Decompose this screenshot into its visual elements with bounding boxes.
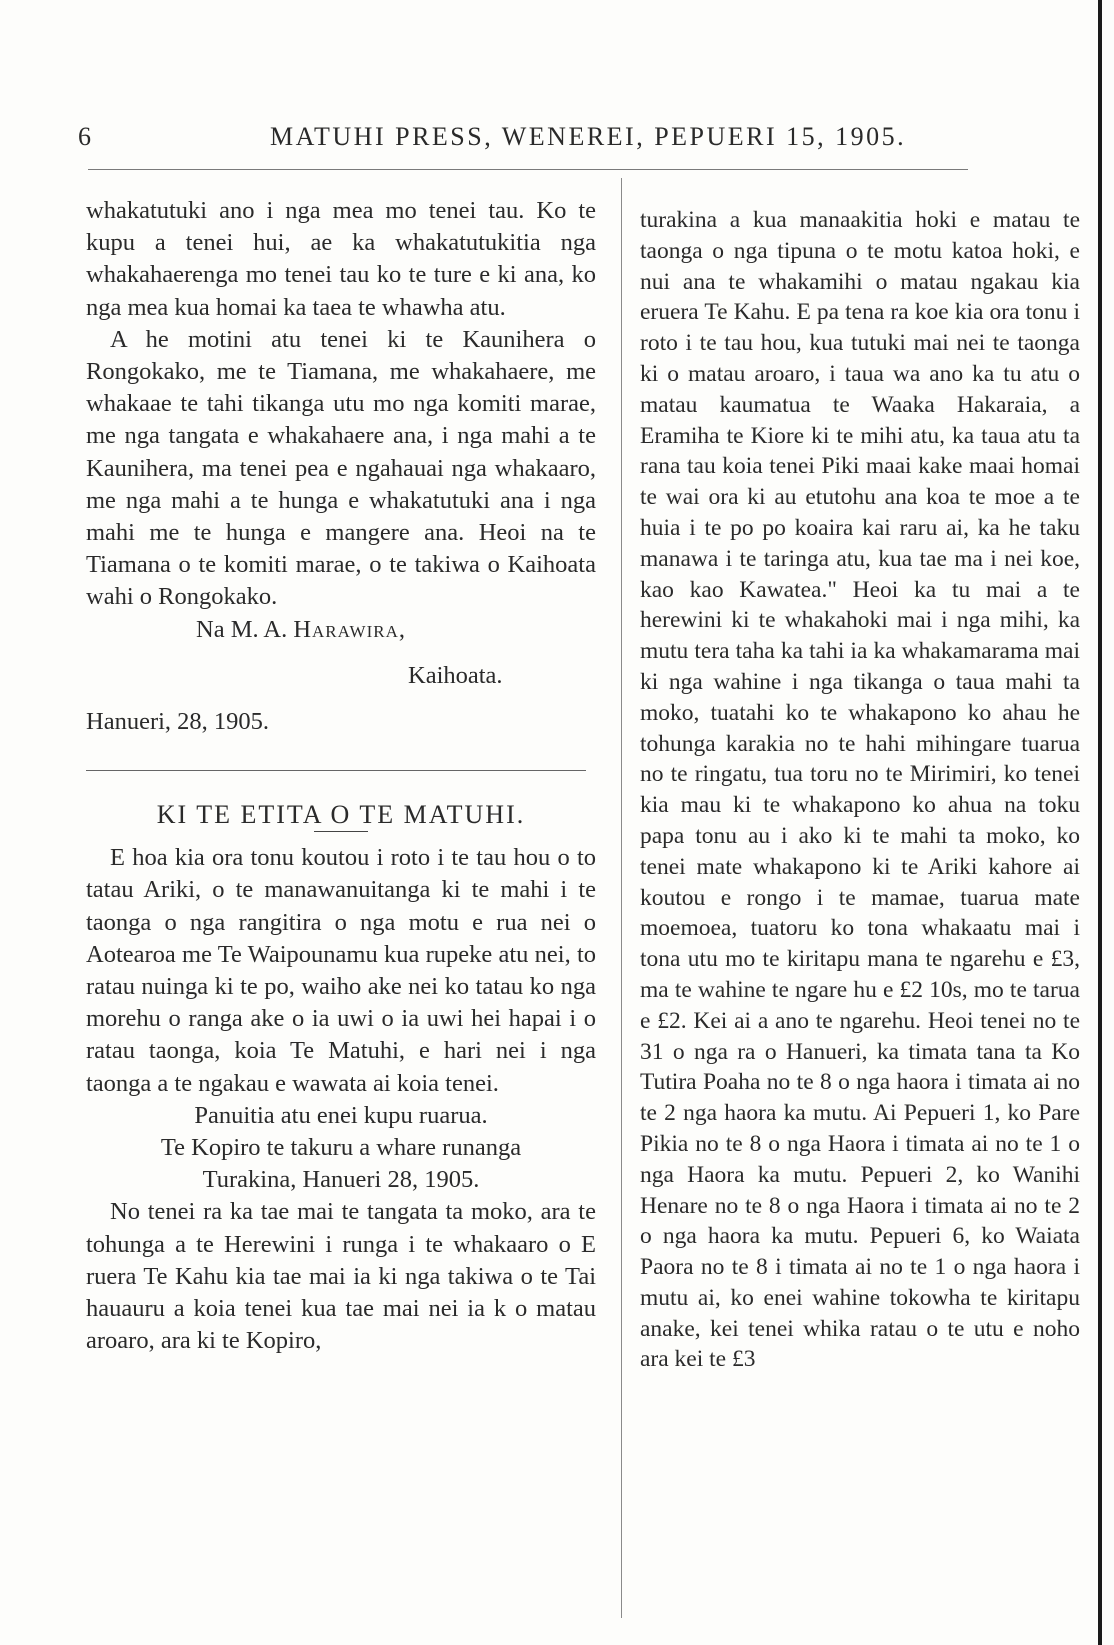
paragraph: A he motini atu tenei ki te Kaunihera o Rongokako, me te Tiamana, me whakahaere, me whakaae te tahi tikanga utu mo nga komiti marae, me nga tangata e whakahaere ana, i nga mahi a te Kaunihera, ma tenei pea e ngahauai nga whakaaro, me nga mahi a te hunga e whakatutuki ana i nga mahi me te hunga e mangere ana. Heoi na te Tiamana o te komiti marae, o te takiwa o Kaihoata wahi o Rongokako. xyxy=(86,325,596,611)
page-number: 6 xyxy=(78,122,91,151)
page-header xyxy=(78,122,958,156)
signature xyxy=(86,614,596,646)
right-column xyxy=(640,205,1080,1375)
page-edge-rule xyxy=(1098,0,1102,1645)
title-rule xyxy=(314,831,368,832)
signature-prefix: Na M. A. xyxy=(196,615,294,643)
paragraph: whakatutuki ano i nga mea mo tenei tau. Ko te kupu a tenei hui, ae ka whakatutukitia nga whakahaerenga mo tenei tau ko te ture e ki ana, ko nga mea kua homai ka taea te whawha atu. xyxy=(86,197,596,321)
column-divider xyxy=(621,178,622,1618)
paragraph: Turakina, Hanueri 28, 1905. xyxy=(202,1166,480,1194)
left-column xyxy=(86,195,596,1358)
signature-name: Harawira, xyxy=(293,615,406,643)
date: Hanueri, 28, 1905. xyxy=(86,707,270,735)
paragraph: turakina a kua manaakitia hoki e matau te taonga o nga tipuna o te motu katoa hoki, e nui ana te whakamihi o matau ngakau kia eruera Te Kahu. E pa tena ra koe kia ora tonu i roto i te tau hou, kua tutuki mai nei te taonga ki o matau aroaro, i taua wa ano ka tu atu o matau kaumatua te Waaka Hakaraia, a Eramiha te Kiore ki te mihi atu, ka taua atu ta rana tau koia tenei Piki maai kake maai homai te wai ora ki au etutohu ana koa te moe a te huia i te po po koaira kai raru ai, ka he taku manawa i te taringa atu, kua tae ma i nei koe, kao kao Kawatea." Heoi ka tu mai a te herewini ki te whakahoki mai i nga mihi, ka mutu tera taha ka tahi ia ka whakamarama mai ki nga wahine i nga tikanga o taua mahi ta moko, tuatahi ko te whakapono ko ahau he tohunga karakia no te hahi mihingare tuarua no te ringatu, tua toru no te Mirimiri, ko tenei kia mau ki te whakapono ko ahua na toku papa tonu au i ako ki te mahi ta moko, ko tenei mate whakapono ki te Ariki kahore ai koutou e rongo i te mamae, tuarua mate moemoea, tuatoru ko tona whakaatu mai i tona utu mo te kiritapu mana te ngarehu e £3, ma te wahine te ngare hu e £2 10s, mo te tarua e £2. Kei ai a ano te ngarehu. Heoi tenei no te 31 o nga ra o Hanueri, ka timata tana ta Ko Tutira Poaha no te 8 o nga haora i timata ai no te 2 nga haora ka mutu. Ai Pepueri 1, ko Pare Pikia no te 8 o nga Haora i timata ai no te 1 o nga Haora ka mutu. Pepueri 2, ko Wanihi Henare no te 8 o nga Haora i timata ai no te 2 o nga haora ka mutu. Pepueri 6, ko Waiata Paora no te 8 i timata ai no te 1 o nga haora i mutu ai, ko enei wahine tokowha te kiritapu anake, kei tenei whika ratau o te utu e noho ara kei te £3 xyxy=(640,207,1080,1373)
section-title: KI TE ETITA O TE MATUHI. xyxy=(156,800,526,830)
masthead: MATUHI PRESS, WENEREI, PEPUERI 15, 1905. xyxy=(270,122,907,151)
header-rule xyxy=(88,169,968,170)
place: Kaihoata. xyxy=(408,661,503,689)
paragraph: E hoa kia ora tonu koutou i roto i te tau hou o to tatau Ariki, o te manawanuitanga ki te mahi i te taonga o nga rangitira o nga motu e rua nei o Aotearoa me Te Waipounamu kua rupeke atu nei, to ratau nuinga ki te po, waiho ake nei ko tatau ko nga morehu o ranga ake o ia uwi o ia uwi hei hapai i o ratau taonga, koia Te Matuhi, e hari nei i nga taonga a te ngakau e wawata ai koia tenei. xyxy=(86,844,596,1097)
paragraph: Panuitia atu enei kupu ruarua. xyxy=(194,1101,488,1129)
paragraph: No tenei ra ka tae mai te tangata ta moko, ara te tohunga a te Herewini i runga i te whakaaro o E ruera Te Kahu kia tae mai ia ki nga takiwa o te Tai hauauru a koia tenei kua tae mai nei ia k o matau aroaro, ara ki te Kopiro, xyxy=(86,1198,596,1355)
section-divider xyxy=(86,770,586,771)
paragraph: Te Kopiro te takuru a whare runanga xyxy=(160,1134,522,1162)
